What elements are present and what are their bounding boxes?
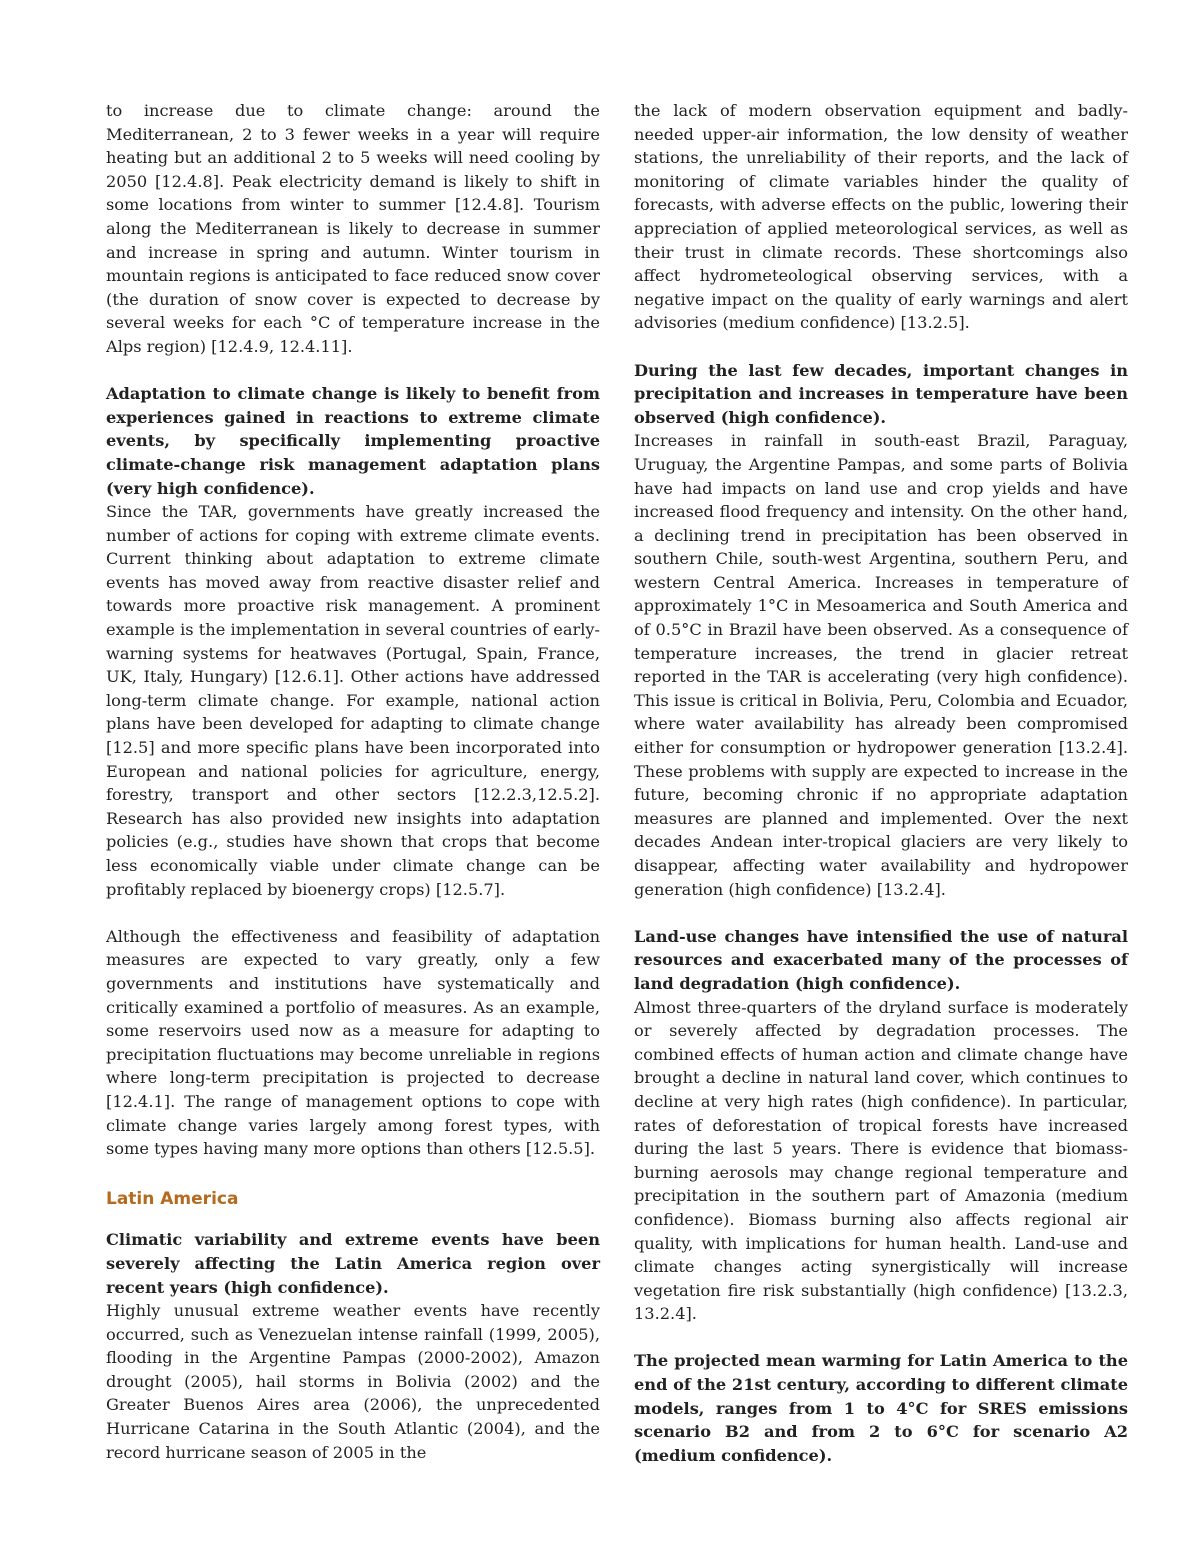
paragraph-lead: The projected mean warming for Latin America to the end of the 21st century, according to different climate models, ranges from 1 to 4°C for SRES emissions scenario B2 and from 2 to 6°C for scenario A2 (medium confidence). <box>634 1351 1128 1465</box>
section-heading-latin-america: Latin America <box>106 1189 239 1210</box>
paragraph-body: Highly unusual extreme weather events have recently occurred, such as Venezuelan intense rainfall (1999, 2005), flooding in the Argentine Pampas (2000-2002), Amazon drought (2005), hail storms in Bolivia (2002) and the Greater Buenos Aires area (2006), the unprecedented Hurricane Catarina in the South Atlantic (2004), and the record hurricane season of 2005 in the <box>106 1301 600 1462</box>
paragraph-effectiveness: Although the effectiveness and feasibility of adaptation measures are expected to vary greatly, only a few governments and institutions have systematically and critically examined a portfolio of measures. As an example, some reservoirs used now as a measure for adapting to precipitation fluctuations may become unreliable in regions where long-term precipitation is projected to decrease [12.4.1]. The range of management options to cope with climate change varies largely among forest types, with some types having many more options than others [12.5.5]. <box>106 926 600 1159</box>
paragraph-lead: Adaptation to climate change is likely to benefit from experiences gained in reactions to extreme climate events, by specifically implementing proactive climate-change risk management adaptation plans (very high confidence). <box>106 384 600 498</box>
paragraph-lead: During the last few decades, important changes in precipitation and increases in temperature have been observed (high confidence). <box>634 360 1128 427</box>
paragraph-projected-warming <box>634 1349 1128 1467</box>
left-column <box>106 99 600 1462</box>
paragraph-gap <box>106 359 600 383</box>
paragraph-climatic-variability <box>106 1228 600 1464</box>
paragraph-precipitation-changes <box>634 359 1128 902</box>
paragraph-gap <box>106 1161 600 1185</box>
paragraph-lead: Climatic variability and extreme events have been severely affecting the Latin America region over recent years (high confidence). <box>106 1230 600 1297</box>
paragraph-gap <box>634 335 1128 359</box>
paragraph-gap <box>634 1326 1128 1350</box>
paragraph-gap <box>634 901 1128 925</box>
paragraph-observation: the lack of modern observation equipment and badly-needed upper-air information, the low density of weather stations, the unreliability of their reports, and the lack of monitoring of climate variables hinder the quality of forecasts, with adverse effects on the public, lowering their appreciation of applied meteorological services, as well as their trust in climate records. These shortcomings also affect hydrometeological observing services, with a negative impact on the quality of early warnings and alert advisories (medium confidence) [13.2.5]. <box>634 101 1128 333</box>
paragraph-lead: Land-use changes have intensified the use of natural resources and exacerbated many of the processes of land degradation (high confidence). <box>634 926 1128 993</box>
paragraph-body: Increases in rainfall in south-east Brazil, Paraguay, Uruguay, the Argentine Pampas, and some parts of Bolivia have had impacts on land use and crop yields and have increased flood frequency and intensity. On the other hand, a declining trend in precipitation has been observed in southern Chile, south-west Argentina, southern Peru, and western Central America. Increases in temperature of approximately 1°C in Mesoamerica and South America and of 0.5°C in Brazil have been observed. As a consequence of temperature increases, the trend in glacier retreat reported in the TAR is accelerating (very high confidence). This issue is critical in Bolivia, Peru, Colombia and Ecuador, where water availability has already been compromised either for consumption or hydropower generation [13.2.4]. These problems with supply are expected to increase in the future, becoming chronic if no appropriate adaptation measures are planned and implemented. Over the next decades Andean inter-tropical glaciers are very likely to disappear, affecting water availability and hydropower generation (high confidence) [13.2.4]. <box>634 431 1128 899</box>
right-column <box>634 99 1128 1465</box>
paragraph-body: Since the TAR, governments have greatly increased the number of actions for coping with extreme climate events. Current thinking about adaptation to extreme climate events has moved away from reactive disaster relief and towards more proactive risk management. A prominent example is the implementation in several countries of early-warning systems for heatwaves (Portugal, Spain, France, UK, Italy, Hungary) [12.6.1]. Other actions have addressed long-term climate change. For example, national action plans have been developed for adapting to climate change [12.5] and more specific plans have been incorporated into European and national policies for agriculture, energy, forestry, transport and other sectors [12.2.3,12.5.2]. Research has also provided new insights into adaptation policies (e.g., studies have shown that crops that become less economically viable under climate change can be profitably replaced by bioenergy crops) [12.5.7]. <box>106 502 600 899</box>
paragraph-land-use <box>634 925 1128 1326</box>
paragraph-energy-tourism: to increase due to climate change: around the Mediterranean, 2 to 3 fewer weeks in a year will require heating but an additional 2 to 5 weeks will need cooling by 2050 [12.4.8]. Peak electricity demand is likely to shift in some locations from winter to summer [12.4.8]. Tourism along the Mediterranean is likely to decrease in summer and increase in spring and autumn. Winter tourism in mountain regions is anticipated to face reduced snow cover (the duration of snow cover is expected to decrease by several weeks for each °C of temperature increase in the Alps region) [12.4.9, 12.4.11]. <box>106 101 600 356</box>
paragraph-gap <box>106 1211 600 1228</box>
paragraph-body: Almost three-quarters of the dryland surface is moderately or severely affected by degradation processes. The combined effects of human action and climate change have brought a decline in natural land cover, which continues to decline at very high rates (high confidence). In particular, rates of deforestation of tropical forests have increased during the last 5 years. There is evidence that biomass-burning aerosols may change regional temperature and precipitation in the southern part of Amazonia (medium confidence). Biomass burning also affects regional air quality, with implications for human health. Land-use and climate changes acting synergistically will increase vegetation fire risk substantially (high confidence) [13.2.3, 13.2.4]. <box>634 997 1128 1324</box>
paragraph-adaptation <box>106 382 600 901</box>
paragraph-gap <box>106 901 600 925</box>
